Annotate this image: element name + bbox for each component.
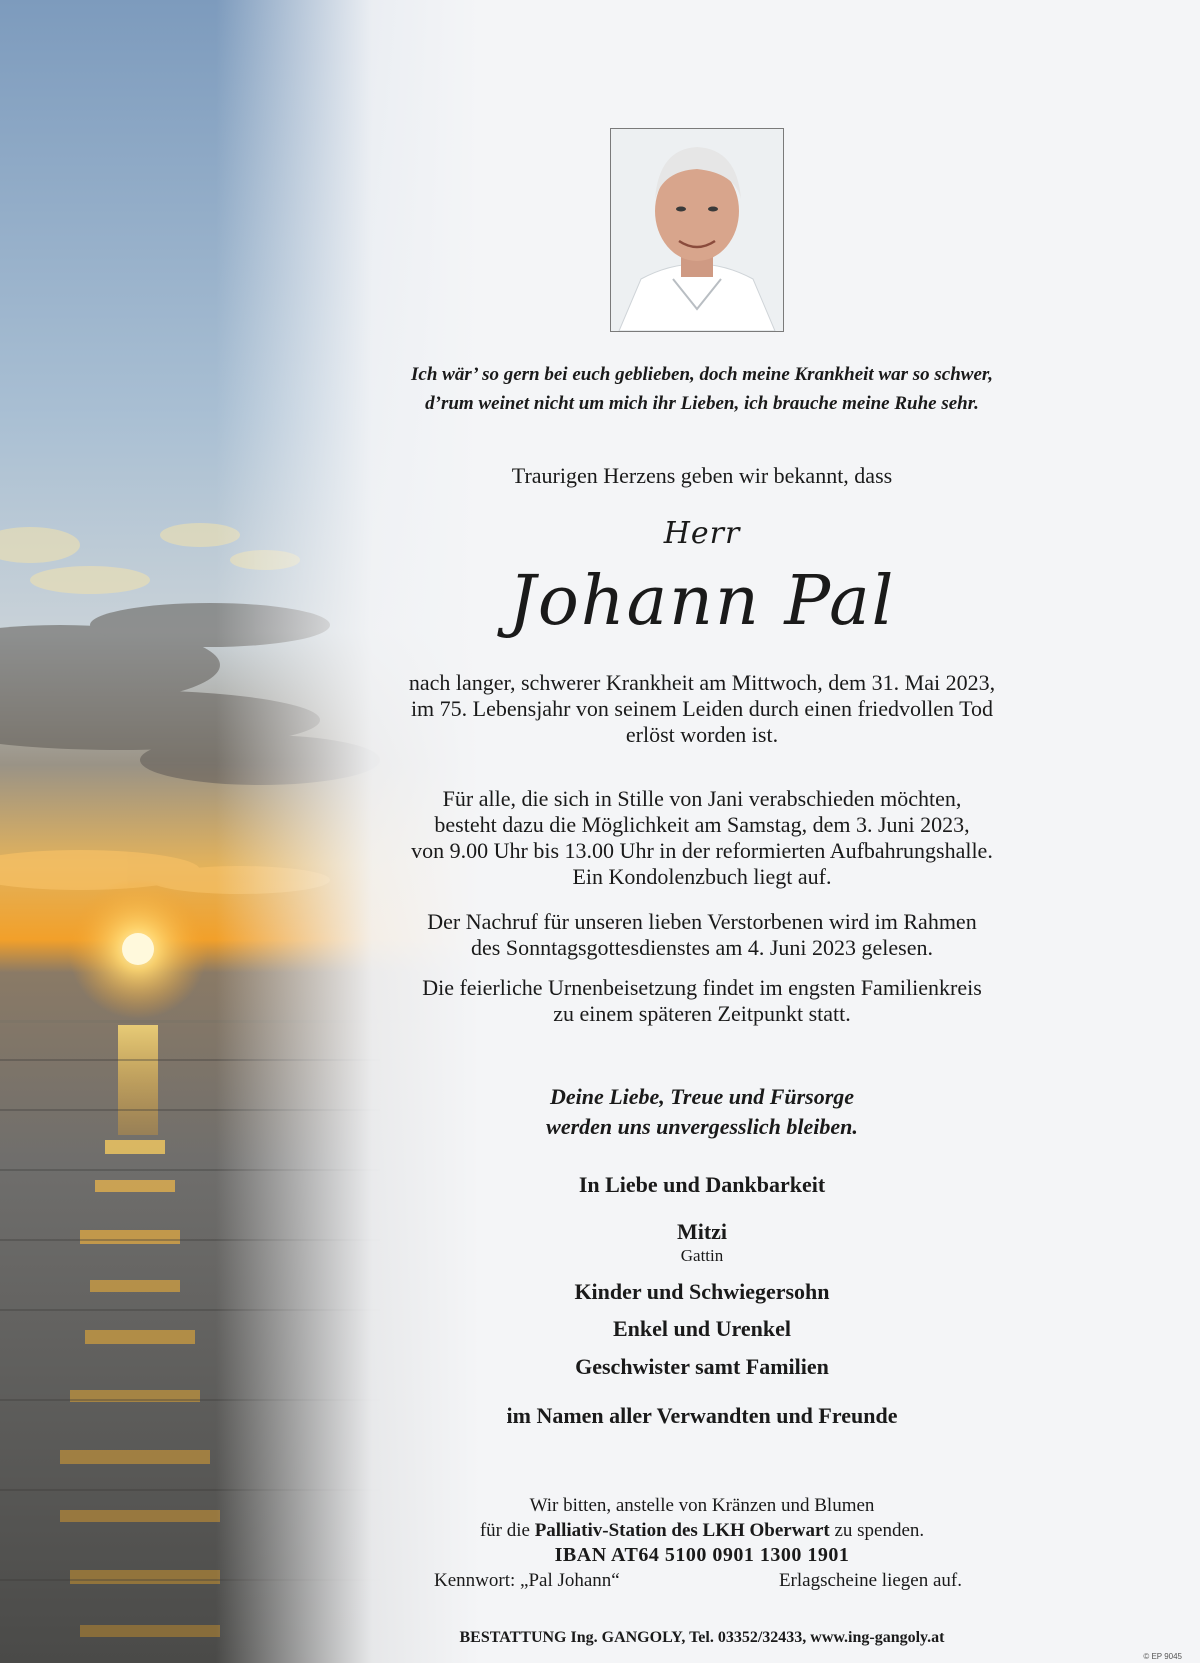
death-line-3: erlöst worden ist.: [625, 722, 779, 747]
obituary-line-1: Der Nachruf für unseren lieben Verstorbenen wird im Rahmen: [427, 909, 977, 934]
quote-line-2: d’rum weinet nicht um mich ihr Lieben, ich brauche meine Ruhe sehr.: [425, 393, 979, 414]
donation-slips: Erlagscheine liegen auf.: [778, 1570, 962, 1591]
donation-iban: IBAN AT64 5100 0901 1300 1901: [554, 1544, 850, 1566]
donation-suffix: zu spenden.: [829, 1520, 925, 1541]
memorial-quote: [352, 360, 1052, 418]
signature-children: Kinder und Schwiegersohn: [574, 1279, 830, 1304]
farewell-line-2: besteht dazu die Möglichkeit am Samstag, dem 3. Juni 2023,: [434, 812, 970, 837]
quote-line-1: Ich wär’ so gern bei euch geblieben, doch meine Krankheit war so schwer,: [411, 364, 993, 385]
burial-info: [352, 975, 1052, 1027]
death-line-2: im 75. Lebensjahr von seinem Leiden durch einen friedvollen Tod: [410, 696, 994, 721]
signature-grandchildren: Enkel und Urenkel: [612, 1316, 792, 1341]
portrait-photo: [610, 128, 784, 332]
farewell-info: [352, 786, 1052, 890]
donation-line-4: [352, 1568, 1052, 1593]
deceased-name: Johann Pal: [508, 562, 896, 641]
death-line-1: nach langer, schwerer Krankheit am Mittwoch, dem 31. Mai 2023,: [408, 670, 996, 695]
farewell-line-1: Für alle, die sich in Stille von Jani verabschieden möchten,: [442, 786, 962, 811]
closing-line-1: Deine Liebe, Treue und Fürsorge: [549, 1084, 855, 1109]
donation-line-2: [352, 1518, 1052, 1543]
farewell-line-3: von 9.00 Uhr bis 13.00 Uhr in der reformierten Aufbahrungshalle.: [411, 838, 993, 863]
donation-recipient: Palliativ-Station des LKH Oberwart: [534, 1520, 830, 1541]
print-code: © EP 9045: [1143, 1652, 1182, 1661]
funeral-home-footer: BESTATTUNG Ing. GANGOLY, Tel. 03352/32433, www.ing-gangoly.at: [459, 1629, 945, 1646]
obituary-line-2: des Sonntagsgottesdienstes am 4. Juni 2023 gelesen.: [471, 935, 933, 960]
farewell-line-4: Ein Kondolenzbuch liegt auf.: [572, 864, 832, 889]
signature-spouse-role: Gattin: [680, 1246, 724, 1265]
donation-keyword: Kennwort: „Pal Johann“: [434, 1570, 620, 1591]
donation-line-1: Wir bitten, anstelle von Kränzen und Blumen: [529, 1495, 875, 1516]
salutation: Herr: [663, 516, 741, 551]
burial-line-1: Die feierliche Urnenbeisetzung findet im engsten Familienkreis: [422, 975, 982, 1000]
closing-line-2: werden uns unvergesslich bleiben.: [546, 1114, 858, 1139]
death-notice: [352, 670, 1052, 748]
obituary-info: [352, 909, 1052, 961]
announcement-intro: Traurigen Herzens geben wir bekannt, dass: [511, 463, 893, 488]
signature-spouse: Mitzi: [676, 1219, 728, 1244]
signature-others: im Namen aller Verwandten und Freunde: [506, 1403, 898, 1428]
burial-line-2: zu einem späteren Zeitpunkt statt.: [553, 1001, 851, 1026]
donation-prefix: für die: [479, 1520, 535, 1541]
signature-siblings: Geschwister samt Familien: [575, 1354, 829, 1379]
closing-words: [352, 1082, 1052, 1142]
signature-header: In Liebe und Dankbarkeit: [578, 1172, 826, 1197]
